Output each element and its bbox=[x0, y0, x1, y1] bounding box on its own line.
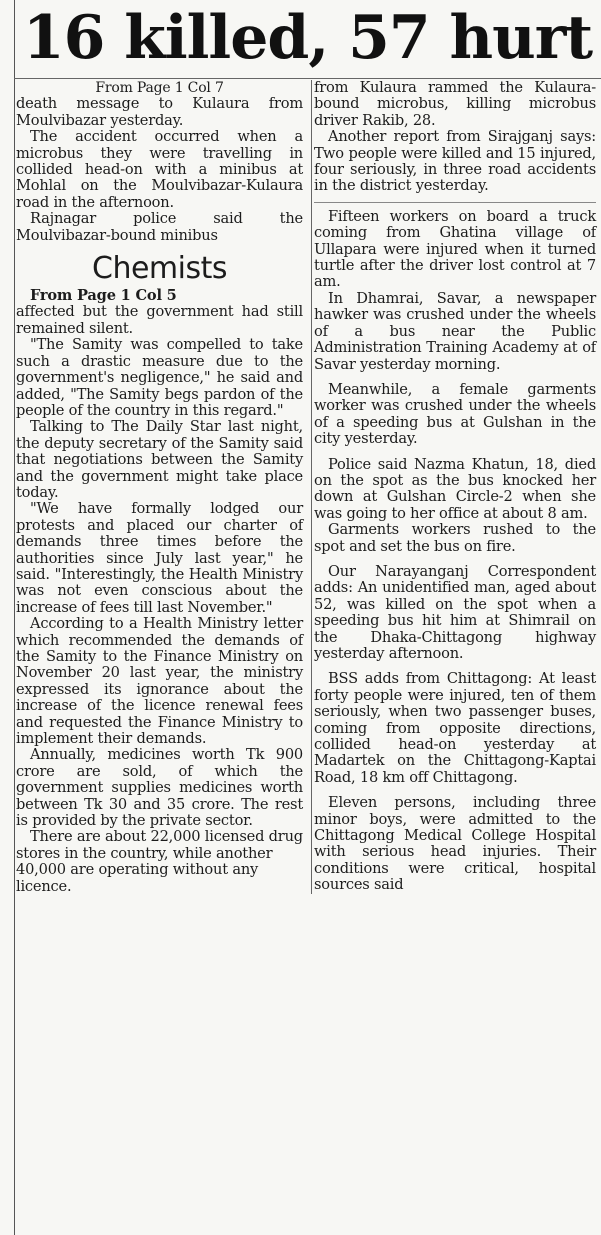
paragraph: Meanwhile, a female garments worker was crushed under the wheels of a speeding bus at Gulshan in the city yesterday. bbox=[314, 380, 596, 448]
paragraph: According to a Health Ministry letter which recommended the demands of the Samity to the Finance Ministry on November 20 last year, the ministry expressed its ignorance about the increase of the licence renewal fees and requested the Finance Ministry to implement their demands. bbox=[16, 615, 303, 748]
paragraph: Annually, medicines worth Tk 900 crore are sold, of which the government supplies medicines worth between Tk 30 and 35 crore. The rest is provided by the private sector. bbox=[16, 746, 303, 830]
paragraph: The accident occurred when a microbus they were travelling in collided head-on with a minibus at Mohlal on the Moulvibazar-Kulaura road in the afternoon. bbox=[16, 128, 303, 211]
paragraph: Garments workers rushed to the spot and set the bus on fire. bbox=[314, 521, 596, 555]
paragraph: from Kulaura rammed the Kulaura-bound microbus, killing microbus driver Rakib, 28. bbox=[314, 79, 596, 129]
left-column bbox=[16, 80, 303, 895]
paragraph: death message to Kulaura from Moulvibazar yesterday. bbox=[16, 95, 303, 129]
jump-line: From Page 1 Col 5 bbox=[30, 287, 177, 305]
paragraph: "We have formally lodged our protests and placed our charter of demands three times before the authorities since July last year," he said. "Interestingly, the Health Ministry was not even conscious about the increase of fees till last November." bbox=[16, 500, 303, 616]
paragraph: BSS adds from Chittagong: At least forty people were injured, ten of them seriously, when two passenger buses, coming from opposite directions, collided head-on yesterday at Madartek on the Chittagong-Kaptai Road, 18 km off Chittagong. bbox=[314, 670, 596, 786]
paragraph: Another report from Sirajganj says: Two people were killed and 15 injured, four seriously, in three road accidents in the district yesterday. bbox=[314, 128, 596, 195]
paragraph: In Dhamrai, Savar, a newspaper hawker was crushed under the wheels of a bus near the Public Administration Training Academy at of Savar yesterday morning. bbox=[314, 289, 596, 373]
jump-line: From Page 1 Col 7 bbox=[95, 80, 224, 96]
paragraph: Rajnagar police said the Moulvibazar-bound minibus bbox=[16, 210, 303, 244]
subheadline: Chemists bbox=[92, 251, 227, 287]
paragraph: Talking to The Daily Star last night, the deputy secretary of the Samity said that negotiations between the Samity and the government might take place today. bbox=[16, 418, 303, 501]
right-column bbox=[311, 80, 596, 894]
paragraph: There are about 22,000 licensed drug stores in the country, while another 40,000 are operating without any licence. bbox=[16, 828, 303, 895]
paragraph: Our Narayanganj Correspondent adds: An unidentified man, aged about 52, was killed on the spot when a speeding bus hit him at Shimrail on the Dhaka-Chittagong highway yesterday afternoon. bbox=[314, 562, 596, 662]
paragraph: affected but the government had still remained silent. bbox=[16, 303, 303, 337]
headline: 16 killed, 57 hurt bbox=[14, 2, 601, 79]
paragraph: Eleven persons, including three minor boys, were admitted to the Chittagong Medical College Hospital with serious head injuries. Their conditions were critical, hospital sources said bbox=[314, 794, 596, 894]
paragraph: Police said Nazma Khatun, 18, died on the spot as the bus knocked her down at Gulshan Circle-2 when she was going to her office at about 8 am. bbox=[314, 455, 596, 522]
paragraph: Fifteen workers on board a truck coming from Ghatina village of Ullapara were injured when it turned turtle after the driver lost control at 7 am. bbox=[314, 207, 596, 291]
paragraph: "The Samity was compelled to take such a drastic measure due to the government's negligence," he said and added, "The Samity begs pardon of the people of the country in this regard." bbox=[16, 336, 303, 419]
column-divider bbox=[314, 202, 596, 203]
